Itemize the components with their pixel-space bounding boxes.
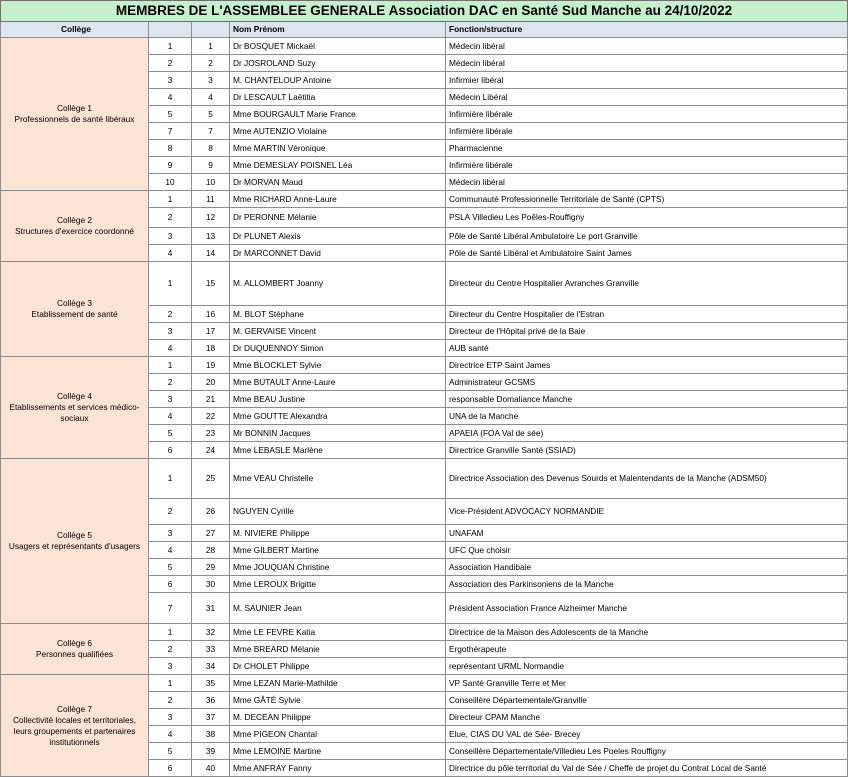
- index-in-college-cell: 2: [149, 692, 192, 709]
- member-number-cell: 31: [192, 593, 230, 624]
- index-in-college-cell: 10: [149, 174, 192, 191]
- member-number-cell: 20: [192, 374, 230, 391]
- college-label: Collège 2 Structures d'exercice coordonné: [1, 191, 149, 262]
- index-in-college-cell: 6: [149, 442, 192, 459]
- header-row: [1, 22, 848, 38]
- table-row: [1, 357, 848, 374]
- member-number-cell: 13: [192, 228, 230, 245]
- title-row: [1, 1, 848, 22]
- college-label: Collège 5 Usagers et représentants d'usagers: [1, 459, 149, 624]
- member-number-cell: 33: [192, 641, 230, 658]
- index-in-college-cell: 1: [149, 357, 192, 374]
- index-in-college-cell: 2: [149, 208, 192, 228]
- member-number-cell: 8: [192, 140, 230, 157]
- member-function-cell: Vice-Président ADVOCACY NORMANDIE: [446, 499, 848, 525]
- member-function-cell: Directrice de la Maison des Adolescents de la Manche: [446, 624, 848, 641]
- member-name-cell: Mme LEBASLE Marlène: [230, 442, 446, 459]
- member-number-cell: 38: [192, 726, 230, 743]
- member-number-cell: 37: [192, 709, 230, 726]
- member-name-cell: Mme RICHARD Anne-Laure: [230, 191, 446, 208]
- member-name-cell: Dr PLUNET Alexis: [230, 228, 446, 245]
- member-function-cell: Président Association France Alzheimer Manche: [446, 593, 848, 624]
- member-name-cell: Dr MORVAN Maud: [230, 174, 446, 191]
- member-function-cell: Pôle de Santé Libéral et Ambulatoire Saint James: [446, 245, 848, 262]
- index-in-college-cell: 2: [149, 641, 192, 658]
- member-name-cell: NGUYEN Cyrille: [230, 499, 446, 525]
- index-in-college-cell: 2: [149, 374, 192, 391]
- member-number-cell: 4: [192, 89, 230, 106]
- member-number-cell: 24: [192, 442, 230, 459]
- member-name-cell: Mme ANFRAY Fanny: [230, 760, 446, 777]
- index-in-college-cell: 4: [149, 340, 192, 357]
- member-name-cell: Dr MARCONNET David: [230, 245, 446, 262]
- index-in-college-cell: 4: [149, 245, 192, 262]
- index-in-college-cell: 2: [149, 499, 192, 525]
- member-number-cell: 17: [192, 323, 230, 340]
- member-function-cell: Elue, CIAS DU VAL de Sée- Brecey: [446, 726, 848, 743]
- member-name-cell: Mme GÂTÉ Sylvie: [230, 692, 446, 709]
- member-function-cell: Infirmière libérale: [446, 157, 848, 174]
- member-name-cell: Mme PIGEON Chantal: [230, 726, 446, 743]
- index-in-college-cell: 4: [149, 408, 192, 425]
- member-name-cell: Dr JOSROLAND Suzy: [230, 55, 446, 72]
- member-function-cell: Conseillère Départementale/Villedieu Les Poeles Rouffigny: [446, 743, 848, 760]
- member-number-cell: 18: [192, 340, 230, 357]
- member-number-cell: 23: [192, 425, 230, 442]
- member-number-cell: 3: [192, 72, 230, 89]
- member-function-cell: Ergothérapeute: [446, 641, 848, 658]
- member-name-cell: Dr LESCAULT Laëtitia: [230, 89, 446, 106]
- member-function-cell: Médecin Libéral: [446, 89, 848, 106]
- member-number-cell: 30: [192, 576, 230, 593]
- member-function-cell: Directeur du Centre Hospitalier de l'Estran: [446, 306, 848, 323]
- member-name-cell: Mme BREARD Mélanie: [230, 641, 446, 658]
- member-function-cell: Communauté Professionnelle Territoriale de Santé (CPTS): [446, 191, 848, 208]
- index-in-college-cell: 3: [149, 323, 192, 340]
- member-function-cell: Médecin libéral: [446, 55, 848, 72]
- header-index-global: [192, 22, 230, 38]
- table-title: MEMBRES DE L'ASSEMBLEE GENERALE Association DAC en Santé Sud Manche au 24/10/2022: [1, 1, 848, 22]
- index-in-college-cell: 5: [149, 743, 192, 760]
- index-in-college-cell: 3: [149, 72, 192, 89]
- member-name-cell: Mme DEMESLAY POISNEL Léa: [230, 157, 446, 174]
- member-function-cell: représentant URML Normandie: [446, 658, 848, 675]
- index-in-college-cell: 7: [149, 123, 192, 140]
- member-name-cell: M. DECEAN Philippe: [230, 709, 446, 726]
- member-name-cell: M. CHANTELOUP Antoine: [230, 72, 446, 89]
- index-in-college-cell: 1: [149, 459, 192, 499]
- member-function-cell: Directeur CPAM Manche: [446, 709, 848, 726]
- member-number-cell: 19: [192, 357, 230, 374]
- index-in-college-cell: 4: [149, 726, 192, 743]
- index-in-college-cell: 3: [149, 709, 192, 726]
- member-name-cell: Mme GILBERT Martine: [230, 542, 446, 559]
- index-in-college-cell: 1: [149, 191, 192, 208]
- member-function-cell: PSLA Villedieu Les Poêles-Rouffigny: [446, 208, 848, 228]
- index-in-college-cell: 3: [149, 228, 192, 245]
- member-name-cell: Mr BONNIN Jacques: [230, 425, 446, 442]
- member-function-cell: Infirmière libérale: [446, 123, 848, 140]
- member-number-cell: 29: [192, 559, 230, 576]
- member-function-cell: UNA de la Manche: [446, 408, 848, 425]
- member-name-cell: Mme BOURGAULT Marie France: [230, 106, 446, 123]
- member-number-cell: 26: [192, 499, 230, 525]
- member-function-cell: Infirmière libérale: [446, 106, 848, 123]
- index-in-college-cell: 5: [149, 559, 192, 576]
- member-number-cell: 2: [192, 55, 230, 72]
- index-in-college-cell: 8: [149, 140, 192, 157]
- table-row: [1, 624, 848, 641]
- member-number-cell: 39: [192, 743, 230, 760]
- index-in-college-cell: 6: [149, 760, 192, 777]
- index-in-college-cell: 3: [149, 391, 192, 408]
- member-function-cell: Directeur du Centre Hospitalier Avranches Granville: [446, 262, 848, 306]
- member-function-cell: Pôle de Santé Libéral Ambulatoire Le port Granville: [446, 228, 848, 245]
- member-name-cell: Dr DUQUENNOY Simon: [230, 340, 446, 357]
- index-in-college-cell: 2: [149, 306, 192, 323]
- member-number-cell: 11: [192, 191, 230, 208]
- member-number-cell: 1: [192, 38, 230, 55]
- member-number-cell: 9: [192, 157, 230, 174]
- college-label: Collège 4 Etablissements et services médico-sociaux: [1, 357, 149, 459]
- member-name-cell: Mme JOUQUAN Christine: [230, 559, 446, 576]
- member-number-cell: 22: [192, 408, 230, 425]
- index-in-college-cell: 5: [149, 106, 192, 123]
- member-function-cell: UNAFAM: [446, 525, 848, 542]
- member-name-cell: Mme MARTIN Véronique: [230, 140, 446, 157]
- member-name-cell: Mme BEAU Justine: [230, 391, 446, 408]
- member-name-cell: Mme LEROUX Brigitte: [230, 576, 446, 593]
- member-function-cell: Association des Parkinsoniens de la Manche: [446, 576, 848, 593]
- member-name-cell: Mme LEZAN Marie-Mathilde: [230, 675, 446, 692]
- member-function-cell: Association Handibaie: [446, 559, 848, 576]
- header-college: Collège: [1, 22, 149, 38]
- member-number-cell: 5: [192, 106, 230, 123]
- table-row: [1, 191, 848, 208]
- college-label: Collège 7 Collectivité locales et territoriales, leurs groupements et partenaires institutionnels: [1, 675, 149, 777]
- table-row: [1, 38, 848, 55]
- member-function-cell: VP Santé Granville Terre et Mer: [446, 675, 848, 692]
- member-function-cell: Médecin libéral: [446, 174, 848, 191]
- index-in-college-cell: 7: [149, 593, 192, 624]
- member-function-cell: Directrice Association des Devenus Sourds et Malentendants de la Manche (ADSM50): [446, 459, 848, 499]
- member-function-cell: Administrateur GCSMS: [446, 374, 848, 391]
- member-name-cell: M. GERVAISE Vincent: [230, 323, 446, 340]
- member-name-cell: Dr BOSQUET Mickaël: [230, 38, 446, 55]
- member-function-cell: Directrice Granville Santé (SSIAD): [446, 442, 848, 459]
- header-function: Fonction/structure: [446, 22, 848, 38]
- member-function-cell: Médecin libéral: [446, 38, 848, 55]
- member-function-cell: Pharmacienne: [446, 140, 848, 157]
- member-number-cell: 15: [192, 262, 230, 306]
- member-number-cell: 21: [192, 391, 230, 408]
- member-function-cell: responsable Domaliance Manche: [446, 391, 848, 408]
- index-in-college-cell: 3: [149, 525, 192, 542]
- index-in-college-cell: 1: [149, 38, 192, 55]
- member-name-cell: Dr PERONNE Mélanie: [230, 208, 446, 228]
- member-name-cell: Mme BLOCKLET Sylvie: [230, 357, 446, 374]
- college-label: Collège 3 Etablissement de santé: [1, 262, 149, 357]
- member-number-cell: 12: [192, 208, 230, 228]
- index-in-college-cell: 1: [149, 262, 192, 306]
- member-name-cell: M. NIVIERE Philippe: [230, 525, 446, 542]
- member-function-cell: Directrice ETP Saint James: [446, 357, 848, 374]
- table-row: [1, 675, 848, 692]
- member-number-cell: 14: [192, 245, 230, 262]
- member-number-cell: 40: [192, 760, 230, 777]
- index-in-college-cell: 5: [149, 425, 192, 442]
- member-function-cell: APAEIA (FOA Val de sée): [446, 425, 848, 442]
- member-name-cell: Mme VEAU Christelle: [230, 459, 446, 499]
- member-number-cell: 7: [192, 123, 230, 140]
- member-name-cell: Mme GOUTTE Alexandra: [230, 408, 446, 425]
- header-name: Nom Prénom: [230, 22, 446, 38]
- member-function-cell: Infirmier libéral: [446, 72, 848, 89]
- member-name-cell: M. BLOT Stéphane: [230, 306, 446, 323]
- member-function-cell: AUB santé: [446, 340, 848, 357]
- index-in-college-cell: 1: [149, 675, 192, 692]
- member-number-cell: 10: [192, 174, 230, 191]
- table-row: [1, 459, 848, 499]
- member-name-cell: M. SAUNIER Jean: [230, 593, 446, 624]
- member-number-cell: 27: [192, 525, 230, 542]
- member-function-cell: Directeur de l'Hôpital privé de la Baie: [446, 323, 848, 340]
- index-in-college-cell: 3: [149, 658, 192, 675]
- table-row: [1, 262, 848, 306]
- member-name-cell: Mme LEMOINE Martine: [230, 743, 446, 760]
- member-function-cell: Conseillère Départementale/Granville: [446, 692, 848, 709]
- index-in-college-cell: 2: [149, 55, 192, 72]
- member-number-cell: 32: [192, 624, 230, 641]
- member-number-cell: 36: [192, 692, 230, 709]
- member-name-cell: Mme BUTAULT Anne-Laure: [230, 374, 446, 391]
- header-index-in-college: [149, 22, 192, 38]
- college-label: Collège 1 Professionnels de santé libéraux: [1, 38, 149, 191]
- member-number-cell: 16: [192, 306, 230, 323]
- member-name-cell: Dr CHOLET Philippe: [230, 658, 446, 675]
- college-label: Collège 6 Personnes qualifiées: [1, 624, 149, 675]
- index-in-college-cell: 6: [149, 576, 192, 593]
- member-name-cell: M. ALLOMBERT Joanny: [230, 262, 446, 306]
- member-number-cell: 25: [192, 459, 230, 499]
- member-number-cell: 35: [192, 675, 230, 692]
- index-in-college-cell: 4: [149, 542, 192, 559]
- member-function-cell: UFC Que choisir: [446, 542, 848, 559]
- member-function-cell: Directrice du pôle territorial du Val de Sée / Cheffe de projet du Contrat Local de Santé: [446, 760, 848, 777]
- index-in-college-cell: 4: [149, 89, 192, 106]
- member-name-cell: Mme LE FEVRE Katia: [230, 624, 446, 641]
- member-number-cell: 34: [192, 658, 230, 675]
- index-in-college-cell: 1: [149, 624, 192, 641]
- member-name-cell: Mme AUTENZIO Violaine: [230, 123, 446, 140]
- index-in-college-cell: 9: [149, 157, 192, 174]
- member-number-cell: 28: [192, 542, 230, 559]
